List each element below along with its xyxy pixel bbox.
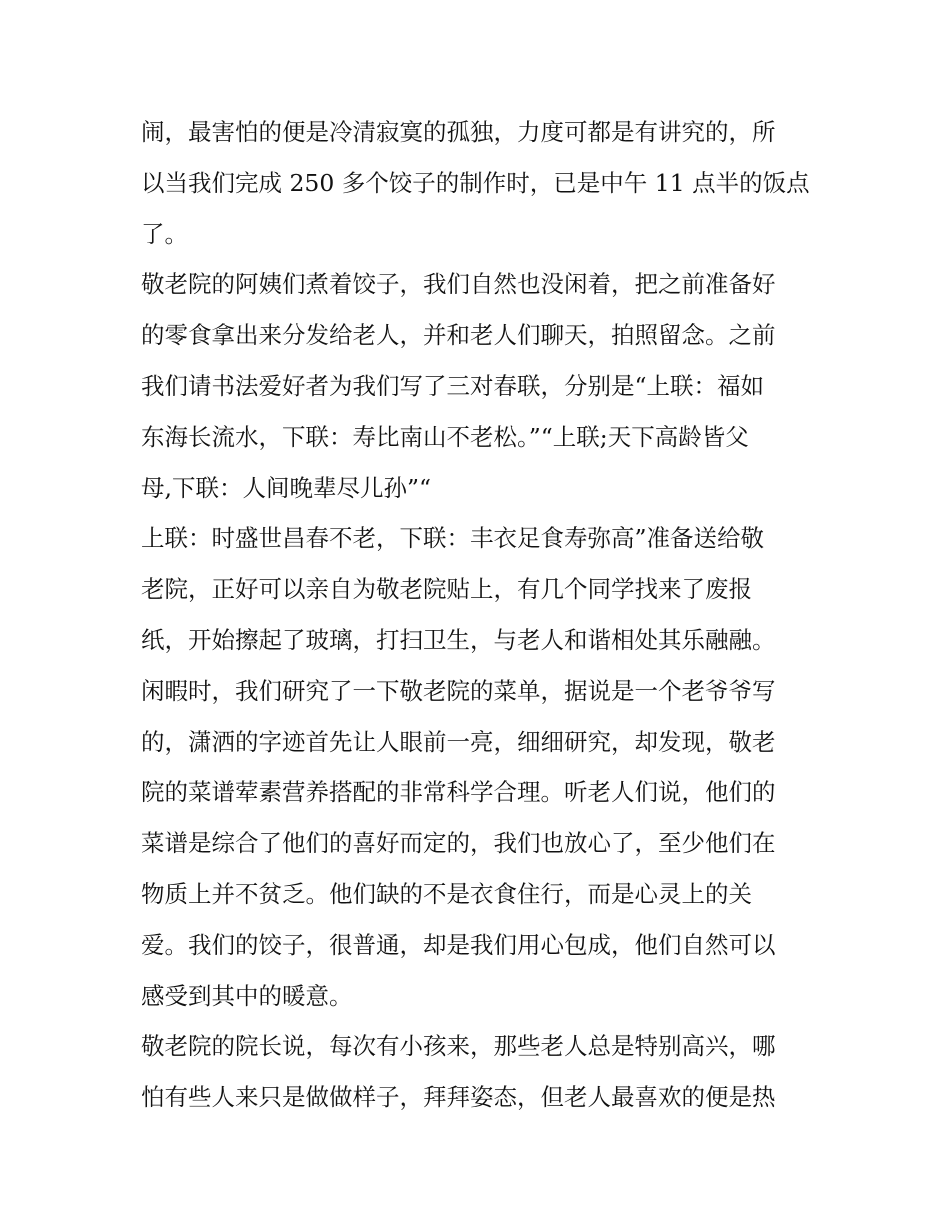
text-line: 菜谱是综合了他们的喜好而定的，我们也放心了，至少他们在 <box>141 829 776 858</box>
text-line: 闲暇时，我们研究了一下敬老院的菜单，据说是一个老爷爷写 <box>141 676 776 705</box>
text-line: 敬老院的阿姨们煮着饺子，我们自然也没闲着，把之前准备好 <box>141 270 776 299</box>
text-line: 老院，正好可以亲自为敬老院贴上，有几个同学找来了废报 <box>141 575 752 604</box>
text-line: 感受到其中的暖意。 <box>141 981 353 1010</box>
body-text <box>141 107 813 1123</box>
text-line: 上联：时盛世昌春不老，下联：丰衣足食寿弥高”准备送给敬 <box>141 524 765 553</box>
text-line: 纸，开始擦起了玻璃，打扫卫生，与老人和谐相处其乐融融。 <box>141 625 776 654</box>
text-line: 敬老院的院长说，每次有小孩来，那些老人总是特别高兴，哪 <box>141 1032 776 1061</box>
text-line: 怕有些人来只是做做样子，拜拜姿态，但老人最喜欢的便是热 <box>141 1083 776 1112</box>
text-line: 母,下联：人间晚辈尽儿孙”“ <box>141 473 431 502</box>
text-line: 的零食拿出来分发给老人，并和老人们聊天，拍照留念。之前 <box>141 321 776 350</box>
text-line: 以当我们完成 250 多个饺子的制作时，已是中午 11 点半的饭点 <box>141 168 810 197</box>
text-line: 东海长流水，下联：寿比南山不老松。”“上联;天下高龄皆父 <box>141 422 749 451</box>
text-line: 我们请书法爱好者为我们写了三对春联，分别是“上联：福如 <box>141 371 765 400</box>
text-line: 的，潇洒的字迹首先让人眼前一亮，细细研究，却发现，敬老 <box>141 727 776 756</box>
text-line: 物质上并不贫乏。他们缺的不是衣食住行，而是心灵上的关 <box>141 879 752 908</box>
text-line: 院的菜谱荤素营养搭配的非常科学合理。听老人们说，他们的 <box>141 778 776 807</box>
text-line: 爱。我们的饺子，很普通，却是我们用心包成，他们自然可以 <box>141 930 776 959</box>
text-line: 闹，最害怕的便是冷清寂寞的孤独，力度可都是有讲究的，所 <box>141 118 776 146</box>
text-line: 了。 <box>141 219 188 248</box>
